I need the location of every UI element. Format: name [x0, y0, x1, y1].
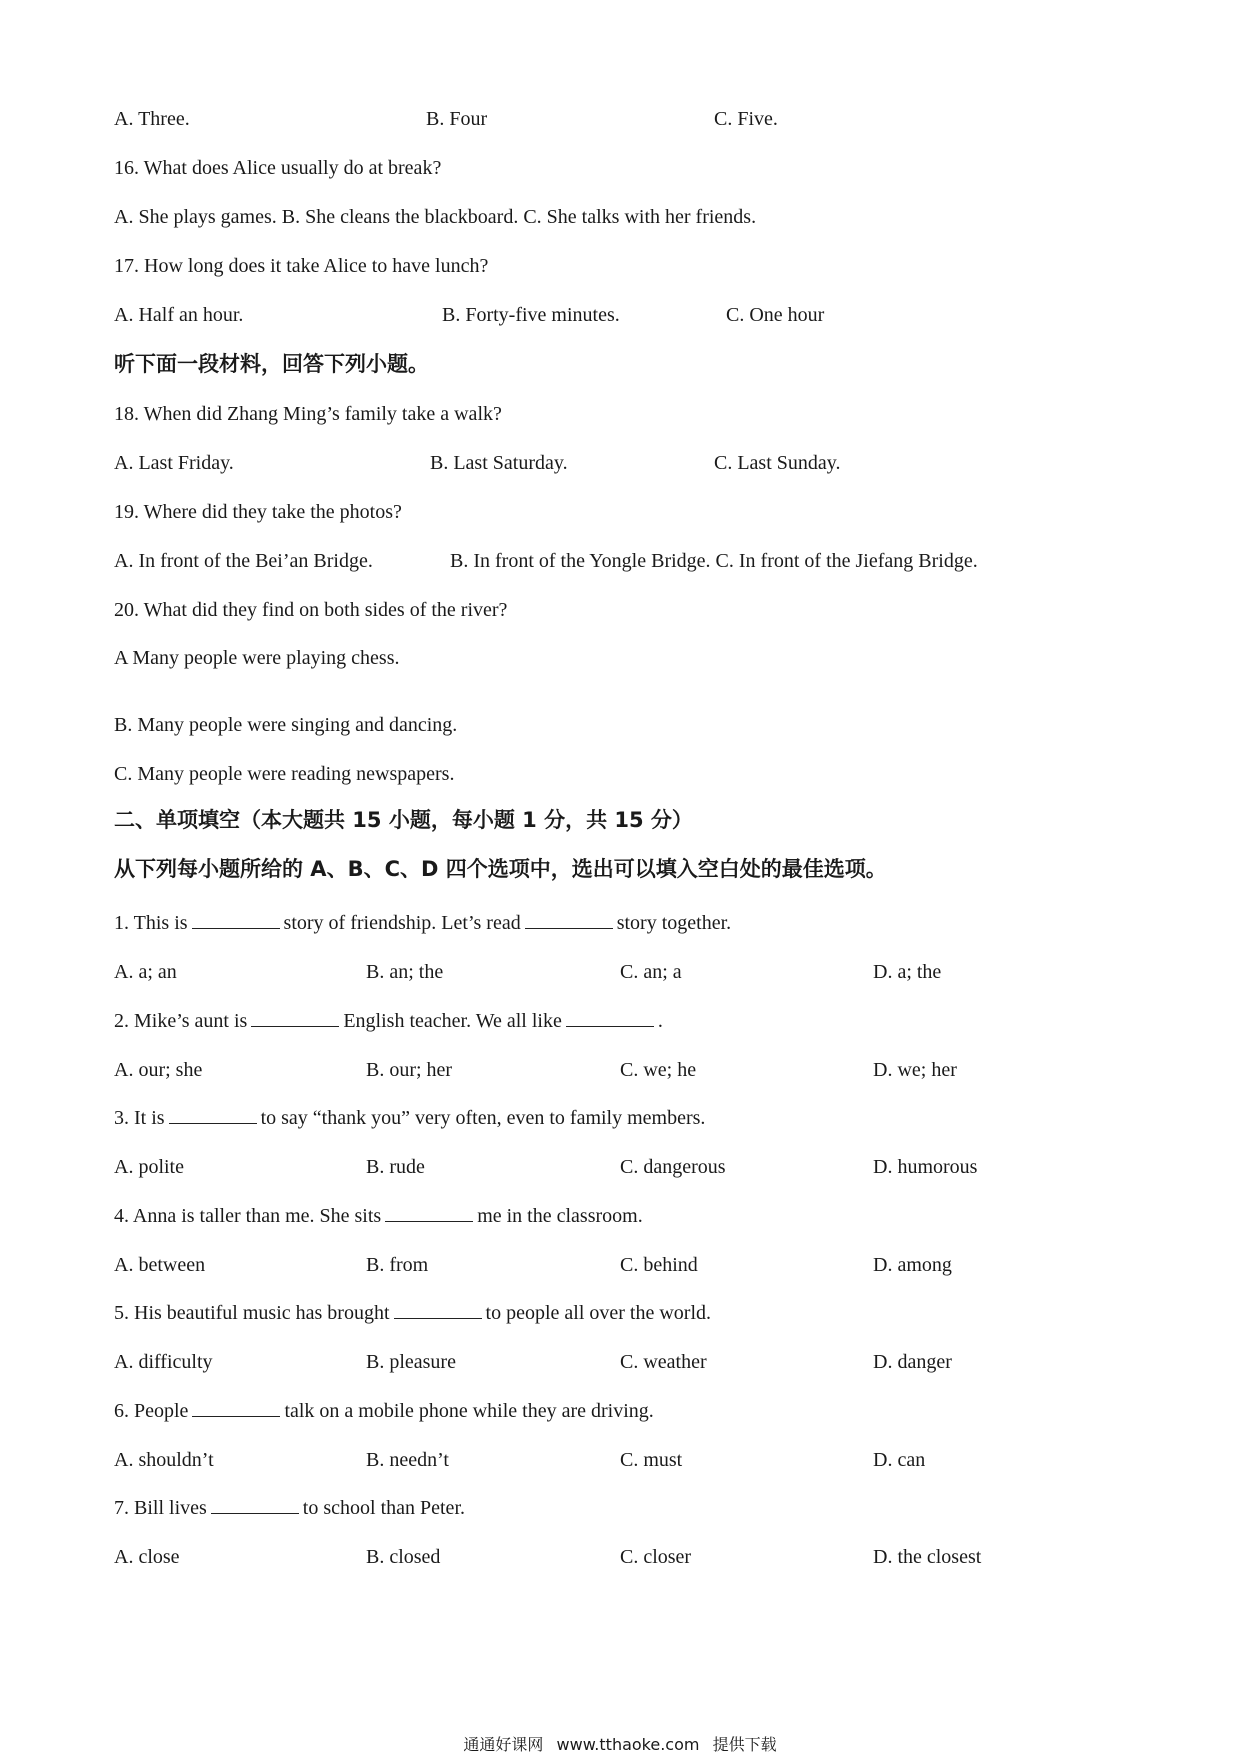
- listening-section-intro: 听下面一段材料，回答下列小题。: [114, 352, 429, 376]
- q20-option-c: C. Many people were reading newspapers.: [114, 763, 455, 785]
- question-text-segment: talk on a mobile phone while they are driving.: [284, 1399, 654, 1422]
- q19-option-bc: B. In front of the Yongle Bridge. C. In front of the Jiefang Bridge.: [450, 550, 978, 572]
- q18-option-a: A. Last Friday.: [114, 452, 234, 474]
- question-text-segment: 5. His beautiful music has brought: [114, 1302, 390, 1324]
- q20-option-a: A Many people were playing chess.: [114, 647, 400, 669]
- footer-tail: 提供下载: [712, 1735, 777, 1754]
- q16-text: 16. What does Alice usually do at break?: [114, 157, 442, 179]
- answer-blank: [251, 1008, 339, 1027]
- grammar-question-1: [114, 910, 731, 936]
- answer-blank: [566, 1008, 654, 1027]
- grammar-question-4: [114, 1203, 643, 1229]
- answer-blank: [192, 1398, 280, 1417]
- q20-option-b: B. Many people were singing and dancing.: [114, 714, 458, 736]
- grammar-q4-option-a: A. between: [114, 1253, 206, 1276]
- grammar-q5-option-a: A. difficulty: [114, 1351, 213, 1373]
- grammar-question-3: [114, 1105, 705, 1131]
- question-text-segment: .: [657, 1009, 663, 1032]
- answer-blank: [169, 1105, 257, 1124]
- q15-option-a: A. Three.: [114, 108, 190, 130]
- grammar-q6-option-c: C. must: [620, 1448, 683, 1471]
- q17-option-b: B. Forty-five minutes.: [442, 304, 620, 326]
- question-text-segment: to school than Peter.: [302, 1497, 465, 1519]
- grammar-q5-option-b: B. pleasure: [366, 1351, 456, 1373]
- question-text-segment: 6. People: [114, 1399, 189, 1422]
- grammar-q4-option-d: D. among: [873, 1253, 952, 1276]
- grammar-question-7: [114, 1495, 465, 1521]
- question-text-segment: story of friendship. Let’s read: [283, 912, 521, 934]
- grammar-q6-option-d: D. can: [873, 1448, 926, 1471]
- grammar-q3-option-c: C. dangerous: [620, 1156, 726, 1178]
- grammar-q7-option-d: D. the closest: [873, 1546, 982, 1568]
- grammar-q3-option-d: D. humorous: [873, 1156, 978, 1178]
- grammar-q1-option-b: B. an; the: [366, 961, 444, 983]
- q18-option-b: B. Last Saturday.: [430, 452, 568, 474]
- grammar-q1-option-a: A. a; an: [114, 961, 177, 983]
- grammar-question-5: [114, 1300, 711, 1326]
- question-text-segment: 7. Bill lives: [114, 1497, 207, 1519]
- footer-url[interactable]: www.tthaoke.com: [556, 1735, 700, 1754]
- q19-option-a: A. In front of the Bei’an Bridge.: [114, 550, 373, 572]
- q19-text: 19. Where did they take the photos?: [114, 501, 402, 523]
- answer-blank: [525, 910, 613, 929]
- q17-option-c: C. One hour: [726, 304, 825, 326]
- q17-option-a: A. Half an hour.: [114, 304, 244, 326]
- grammar-q2-option-c: C. we; he: [620, 1058, 697, 1081]
- question-text-segment: 2. Mike’s aunt is: [114, 1009, 248, 1032]
- footer-site-name: 通通好课网: [463, 1735, 544, 1754]
- answer-blank: [394, 1300, 482, 1319]
- answer-blank: [385, 1203, 473, 1222]
- grammar-q2-option-b: B. our; her: [366, 1058, 453, 1081]
- grammar-q7-option-b: B. closed: [366, 1546, 441, 1568]
- question-text-segment: 4. Anna is taller than me. She sits: [114, 1204, 382, 1227]
- grammar-q1-option-d: D. a; the: [873, 961, 942, 983]
- question-text-segment: me in the classroom.: [477, 1204, 643, 1227]
- grammar-q5-option-d: D. danger: [873, 1351, 952, 1373]
- q15-option-b: B. Four: [426, 108, 488, 130]
- grammar-q3-option-a: A. polite: [114, 1156, 184, 1178]
- page-footer: [0, 1732, 1240, 1755]
- q16-options: A. She plays games. B. She cleans the blackboard. C. She talks with her friends.: [114, 206, 757, 228]
- grammar-q2-option-d: D. we; her: [873, 1058, 957, 1081]
- grammar-question-2: [114, 1008, 663, 1034]
- grammar-q7-option-c: C. closer: [620, 1546, 692, 1568]
- grammar-q5-option-c: C. weather: [620, 1351, 707, 1373]
- question-text-segment: to people all over the world.: [485, 1302, 712, 1324]
- grammar-section-instruction: 从下列每小题所给的 A、B、C、D 四个选项中，选出可以填入空白处的最佳选项。: [114, 857, 887, 881]
- question-text-segment: 3. It is: [114, 1107, 165, 1129]
- grammar-q3-option-b: B. rude: [366, 1156, 425, 1178]
- grammar-q2-option-a: A. our; she: [114, 1058, 203, 1081]
- question-text-segment: story together.: [616, 912, 732, 934]
- grammar-question-6: [114, 1398, 654, 1424]
- grammar-section-title: 二、单项填空（本大题共 15 小题，每小题 1 分，共 15 分）: [114, 808, 693, 832]
- q18-option-c: C. Last Sunday.: [714, 452, 841, 474]
- grammar-q6-option-b: B. needn’t: [366, 1448, 449, 1471]
- q15-option-c: C. Five.: [714, 108, 778, 130]
- answer-blank: [192, 910, 280, 929]
- q18-text: 18. When did Zhang Ming’s family take a walk?: [114, 403, 502, 425]
- answer-blank: [211, 1495, 299, 1514]
- question-text-segment: 1. This is: [114, 912, 188, 934]
- grammar-q4-option-b: B. from: [366, 1253, 429, 1276]
- grammar-q7-option-a: A. close: [114, 1546, 180, 1568]
- question-text-segment: English teacher. We all like: [343, 1009, 562, 1032]
- grammar-q6-option-a: A. shouldn’t: [114, 1448, 214, 1471]
- grammar-q4-option-c: C. behind: [620, 1253, 698, 1276]
- q20-text: 20. What did they find on both sides of the river?: [114, 599, 508, 621]
- question-text-segment: to say “thank you” very often, even to family members.: [260, 1107, 706, 1129]
- grammar-q1-option-c: C. an; a: [620, 961, 682, 983]
- q17-text: 17. How long does it take Alice to have lunch?: [114, 255, 489, 277]
